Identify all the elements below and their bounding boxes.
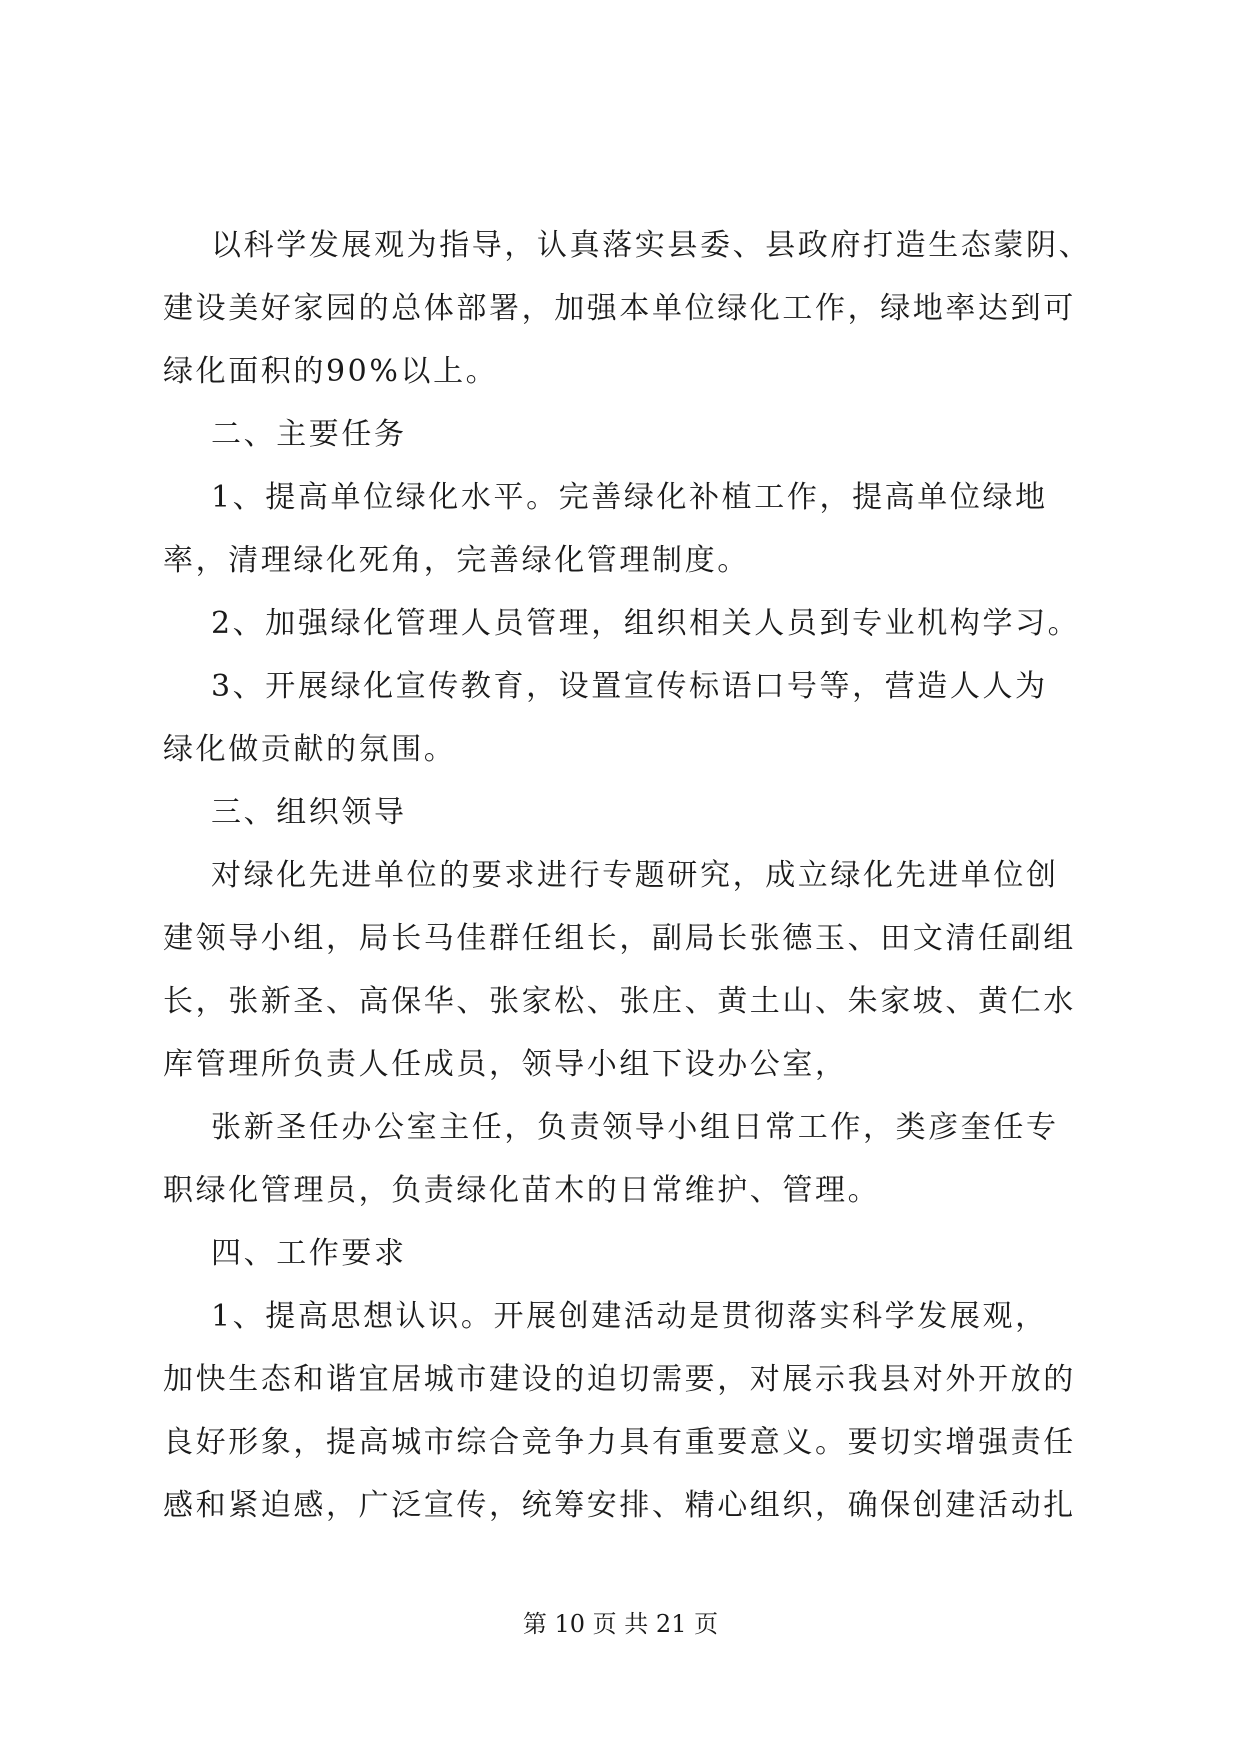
text-line: 职绿化管理员，负责绿化苗木的日常维护、管理。 [163,1173,881,1208]
text-line: 建设美好家园的总体部署，加强本单位绿化工作，绿地率达到可 [163,291,1076,326]
text-line: 以科学发展观为指导，认真落实县委、县政府打造生态蒙阴、 [211,228,1092,263]
section-heading: 四、工作要求 [211,1236,407,1271]
text-line: 良好形象，提高城市综合竞争力具有重要意义。要切实增强责任 [163,1425,1076,1460]
text-line: 建领导小组，局长马佳群任组长，副局长张德玉、田文清任副组 [163,921,1076,956]
text-line: 绿化做贡献的氛围。 [163,732,457,767]
text-line: 绿化面积的90%以上。 [163,354,499,389]
text-line: 长，张新圣、高保华、张家松、张庄、黄土山、朱家坡、黄仁水 [163,984,1076,1019]
text-line: 2、加强绿化管理人员管理，组织相关人员到专业机构学习。 [211,606,1081,641]
text-line: 库管理所负责人任成员，领导小组下设办公室， [163,1047,848,1082]
page-number-footer: 第 10 页 共 21 页 [522,1610,719,1638]
text-line: 率，清理绿化死角，完善绿化管理制度。 [163,543,750,578]
text-line: 张新圣任办公室主任，负责领导小组日常工作，类彦奎任专 [211,1110,1059,1145]
section-heading: 三、组织领导 [211,795,407,830]
text-line: 加快生态和谐宜居城市建设的迫切需要，对展示我县对外开放的 [163,1362,1076,1397]
text-line: 对绿化先进单位的要求进行专题研究，成立绿化先进单位创 [211,858,1059,893]
section-heading: 二、主要任务 [211,417,407,452]
text-line: 感和紧迫感，广泛宣传，统筹安排、精心组织，确保创建活动扎 [163,1488,1076,1523]
text-line: 3、开展绿化宣传教育，设置宣传标语口号等，营造人人为 [211,669,1048,704]
text-line: 1、提高思想认识。开展创建活动是贯彻落实科学发展观， [211,1299,1048,1334]
text-line: 1、提高单位绿化水平。完善绿化补植工作，提高单位绿地 [211,480,1048,515]
